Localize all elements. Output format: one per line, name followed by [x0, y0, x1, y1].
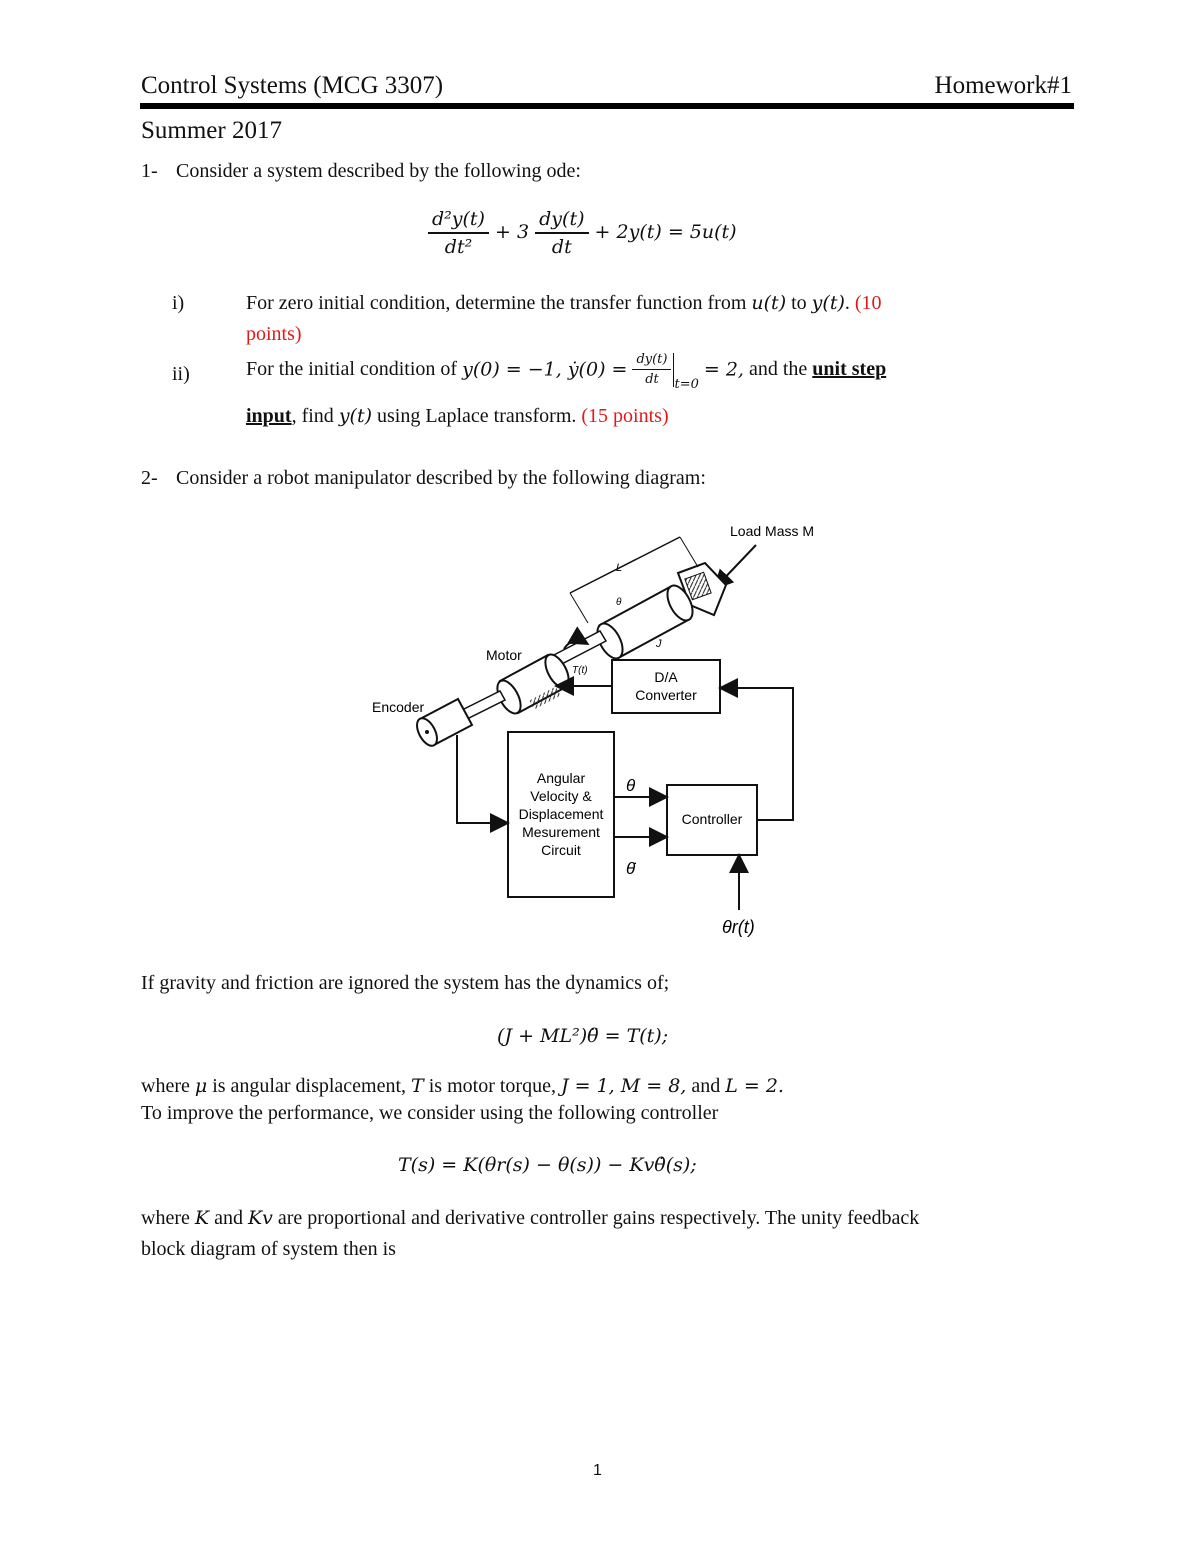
da-label-line1: D/A	[654, 669, 678, 685]
where2-K: K	[194, 1207, 210, 1229]
q1-ode-equation	[428, 208, 737, 258]
ode-den2: dt	[551, 236, 572, 258]
ode-plus3: + 3	[495, 221, 530, 243]
block-diagram-line: block diagram of system then is	[141, 1238, 396, 1260]
q1-number: 1-	[141, 160, 158, 182]
label-torque: T(t)	[572, 665, 588, 676]
q1-i-points-a: (10	[854, 292, 882, 314]
meas-label-line2: Velocity &	[530, 788, 592, 804]
label-J: J	[656, 638, 662, 650]
controller-label: Controller	[681, 811, 743, 827]
improve-line: To improve the performance, we consider using the following controller	[141, 1102, 719, 1124]
q1-i-text-a: For zero initial condition, determine the transfer function from	[246, 292, 752, 314]
q1-ii-cond: y(0) = −1, ẏ(0) =	[462, 358, 628, 381]
controller-equation: T(s) = K(θr(s) − θ(s)) − Kvθ̇(s);	[398, 1154, 697, 1176]
q1-ii-text-b: , find	[291, 405, 339, 427]
q1-ii-yt: y(t)	[338, 405, 373, 427]
term-label: Summer 2017	[141, 117, 282, 144]
label-load-mass: Load Mass M	[730, 523, 815, 539]
label-theta: θ	[626, 776, 636, 795]
where1-mu: μ	[194, 1075, 208, 1097]
where1-T: T	[411, 1075, 424, 1097]
q1-ii-line2	[246, 405, 669, 428]
q1-i-label: i)	[172, 292, 185, 314]
dimension-L-line	[570, 537, 680, 593]
q1-ii-points: (15 points)	[581, 405, 669, 427]
dynamics-equation: (J + ML²)θ̈ = T(t);	[497, 1025, 669, 1047]
where1-and: and	[686, 1075, 726, 1097]
q1-ii-eval: t=0	[674, 377, 699, 393]
q1-ii-unit-step: unit step	[812, 358, 887, 380]
where2-a: where	[141, 1207, 195, 1229]
meas-label-line5: Circuit	[541, 842, 581, 858]
homework-label: Homework#1	[934, 72, 1072, 99]
q2-intro: Consider a robot manipulator described by the following diagram:	[176, 467, 706, 489]
q1-ii-after: = 2,	[703, 358, 744, 381]
q2-number: 2-	[141, 467, 158, 489]
label-L: L	[616, 562, 623, 574]
where2-Kv: Kv	[247, 1207, 273, 1229]
ode-den1: dt²	[444, 236, 473, 258]
where1-vals: J = 1, M = 8,	[560, 1075, 687, 1097]
q1-i-y: y(t)	[811, 292, 845, 314]
q1-ii-label: ii)	[172, 363, 190, 385]
q1-intro: Consider a system described by the following ode:	[176, 160, 581, 182]
ode-num1: d²y(t)	[428, 208, 489, 234]
meas-label-line4: Mesurement	[522, 824, 600, 840]
where-line-1	[141, 1075, 784, 1098]
q1-ii-and-the: and the	[743, 358, 813, 380]
course-title: Control Systems (MCG 3307)	[141, 72, 444, 99]
q1-ii-line1	[246, 352, 886, 392]
q1-ii-text-a: For the initial condition of	[246, 358, 463, 380]
label-encoder: Encoder	[372, 699, 425, 715]
ode-rest: + 2y(t) = 5u(t)	[594, 221, 737, 243]
q1-i-period: .	[844, 292, 855, 314]
label-motor: Motor	[486, 647, 522, 663]
label-theta-dot: θ̇	[626, 859, 636, 878]
where1-c: is motor torque,	[423, 1075, 561, 1097]
label-theta-small: θ	[616, 597, 622, 608]
ode-num2: dy(t)	[535, 208, 588, 234]
q1-i-text	[246, 292, 882, 315]
header-rule	[140, 103, 1074, 109]
page-number: 1	[593, 1462, 602, 1479]
where2-and: and	[209, 1207, 248, 1229]
where1-a: where	[141, 1075, 195, 1097]
q1-ii-frac-den: dt	[645, 372, 659, 387]
q1-i-points-b: points)	[246, 323, 302, 345]
q1-ii-frac-num: dy(t)	[632, 352, 671, 370]
q1-ii-input: input	[246, 405, 292, 427]
q1-i-u: u(t)	[751, 292, 787, 314]
q1-i-to: to	[786, 292, 812, 314]
meas-label-line3: Displacement	[518, 806, 604, 822]
arm-link-cylinder	[592, 582, 697, 663]
robot-manipulator-diagram	[360, 515, 840, 945]
where-line-2	[141, 1207, 919, 1230]
q1-ii-text-c: using Laplace transform.	[372, 405, 582, 427]
meas-label-line1: Angular	[536, 770, 586, 786]
where2-b: are proportional and derivative controller gains respectively. The unity feedback	[272, 1207, 920, 1229]
where1-b: is angular displacement,	[207, 1075, 412, 1097]
da-label-line2: Converter	[635, 687, 697, 703]
dynamics-intro: If gravity and friction are ignored the system has the dynamics of;	[141, 972, 670, 994]
where1-L: L = 2.	[725, 1075, 784, 1097]
label-theta-r: θr(t)	[722, 917, 755, 937]
